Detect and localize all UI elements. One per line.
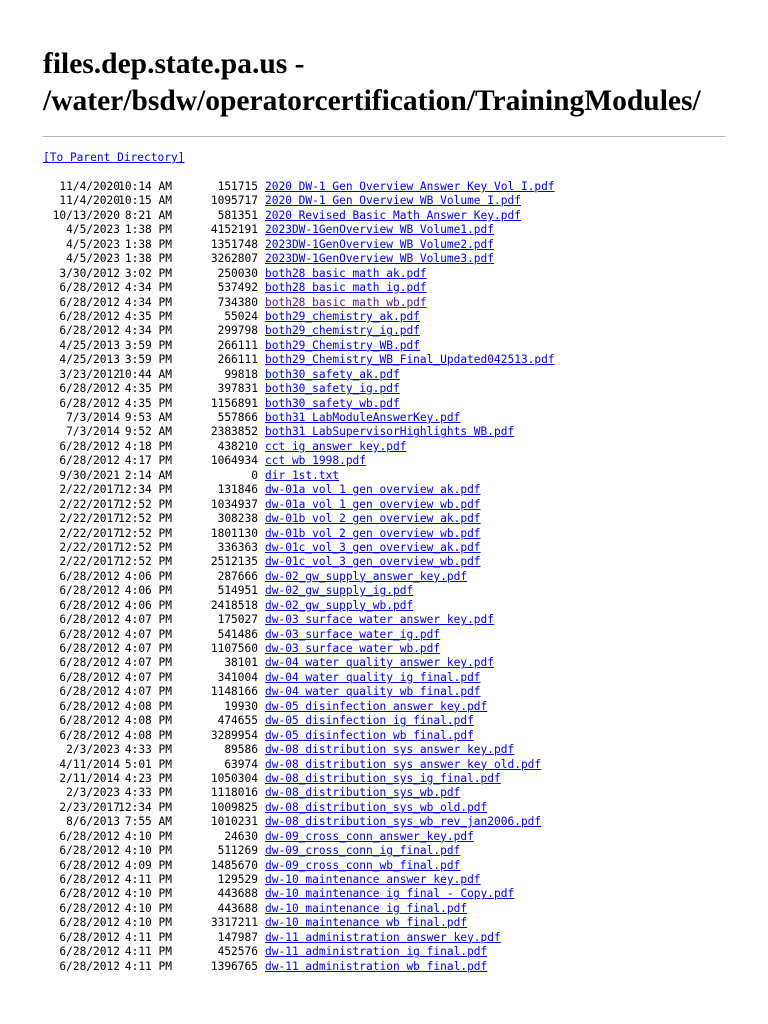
file-link[interactable]: both29_Chemistry_WB.pdf bbox=[265, 338, 420, 352]
file-date: 3/30/2012 bbox=[59, 266, 120, 280]
file-link[interactable]: both28 basic math ak.pdf bbox=[265, 266, 427, 280]
file-date: 6/28/2012 bbox=[59, 627, 120, 641]
file-time: 4:07 PM bbox=[124, 627, 172, 641]
file-time: 1:38 PM bbox=[124, 223, 172, 237]
file-size: 452576 bbox=[217, 945, 258, 959]
file-time: 4:10 PM bbox=[124, 844, 172, 858]
file-row bbox=[0, 642, 768, 656]
file-time: 12:52 PM bbox=[118, 540, 172, 554]
header-divider bbox=[43, 136, 725, 137]
file-link[interactable]: dw-11 administration wb final.pdf bbox=[265, 959, 488, 973]
file-row bbox=[0, 238, 768, 252]
file-date: 6/28/2012 bbox=[59, 959, 120, 973]
file-size: 287666 bbox=[217, 569, 258, 583]
file-time: 4:11 PM bbox=[124, 873, 172, 886]
file-time: 1:38 PM bbox=[124, 252, 172, 266]
file-size: 443688 bbox=[217, 887, 258, 901]
file-link[interactable]: cct wb 1998.pdf bbox=[265, 454, 367, 468]
file-row bbox=[0, 758, 768, 772]
file-link[interactable]: dw-01c_vol_3_gen_overview_wb.pdf bbox=[265, 555, 481, 569]
file-size: 1396765 bbox=[210, 959, 258, 973]
file-time: 4:33 PM bbox=[124, 743, 172, 757]
file-date: 6/28/2012 bbox=[59, 324, 120, 338]
file-date: 6/28/2012 bbox=[59, 858, 120, 872]
file-date: 6/28/2012 bbox=[59, 714, 120, 728]
file-time: 4:07 PM bbox=[124, 642, 172, 655]
file-date: 2/3/2023 bbox=[66, 743, 120, 757]
file-date: 4/5/2023 bbox=[66, 223, 120, 237]
file-link[interactable]: dir 1st.txt bbox=[265, 468, 340, 482]
file-time: 4:33 PM bbox=[124, 786, 172, 800]
file-size: 1050304 bbox=[210, 771, 258, 785]
file-date: 6/28/2012 bbox=[59, 642, 120, 655]
file-row bbox=[0, 743, 768, 757]
file-date: 4/5/2023 bbox=[66, 252, 120, 266]
file-date: 2/22/2017 bbox=[59, 526, 120, 540]
file-link[interactable]: dw-08_distribution_sys_ig_final.pdf bbox=[265, 771, 501, 785]
file-size: 1156891 bbox=[210, 396, 258, 410]
file-row bbox=[0, 931, 768, 945]
file-time: 4:11 PM bbox=[124, 945, 172, 959]
file-size: 2383852 bbox=[210, 425, 258, 439]
file-time: 10:44 AM bbox=[118, 367, 172, 381]
file-date: 6/28/2012 bbox=[59, 844, 120, 858]
file-time: 4:17 PM bbox=[124, 454, 172, 468]
file-row bbox=[0, 815, 768, 829]
file-size: 474655 bbox=[217, 714, 258, 728]
file-row bbox=[0, 281, 768, 295]
file-date: 2/22/2017 bbox=[59, 555, 120, 569]
file-size: 266111 bbox=[217, 353, 258, 367]
file-time: 4:07 PM bbox=[124, 656, 172, 670]
file-link[interactable]: 2023DW-1GenOverview WB Volume3.pdf bbox=[265, 252, 495, 266]
file-link[interactable]: dw-08 distribution sys answer key old.pdf bbox=[265, 757, 542, 771]
file-link[interactable]: cct ig answer key.pdf bbox=[265, 439, 407, 453]
file-link[interactable]: both29_Chemistry_WB_Final_Updated042513.pdf bbox=[265, 353, 555, 367]
file-time: 7:55 AM bbox=[124, 815, 172, 829]
file-link[interactable]: dw-01b vol 2 gen overview wb.pdf bbox=[265, 526, 481, 540]
file-size: 4152191 bbox=[210, 223, 258, 237]
file-size: 1801130 bbox=[210, 526, 258, 540]
file-size: 511269 bbox=[217, 844, 258, 858]
file-link[interactable]: dw-08_distribution_sys_wb_old.pdf bbox=[265, 800, 488, 814]
file-size: 537492 bbox=[217, 281, 258, 295]
file-row bbox=[0, 223, 768, 237]
file-time: 10:14 AM bbox=[118, 180, 172, 193]
file-time: 3:59 PM bbox=[124, 338, 172, 352]
file-date: 4/11/2014 bbox=[59, 757, 120, 771]
file-time: 4:07 PM bbox=[124, 685, 172, 699]
file-time: 4:07 PM bbox=[124, 670, 172, 684]
file-size: 397831 bbox=[217, 382, 258, 396]
file-time: 12:52 PM bbox=[118, 512, 172, 526]
file-row bbox=[0, 945, 768, 959]
file-date: 6/28/2012 bbox=[59, 699, 120, 713]
file-row bbox=[0, 411, 768, 425]
file-time: 4:34 PM bbox=[124, 281, 172, 295]
file-size: 0 bbox=[251, 468, 258, 482]
file-link[interactable]: both31 LabSupervisorHighlights WB.pdf bbox=[265, 425, 515, 439]
file-time: 12:34 PM bbox=[118, 483, 172, 497]
file-row bbox=[0, 353, 768, 367]
file-date: 6/28/2012 bbox=[59, 901, 120, 915]
file-time: 4:18 PM bbox=[124, 439, 172, 453]
file-size: 514951 bbox=[217, 584, 258, 598]
file-link[interactable]: dw-02_gw_supply_answer_key.pdf bbox=[265, 569, 468, 583]
file-row bbox=[0, 570, 768, 584]
file-row bbox=[0, 656, 768, 670]
file-row bbox=[0, 902, 768, 916]
file-link[interactable]: dw-10 maintenance wb final.pdf bbox=[265, 916, 468, 930]
file-time: 4:11 PM bbox=[124, 959, 172, 973]
file-link[interactable]: dw-08_distribution_sys_wb_rev_jan2006.pdf bbox=[265, 815, 542, 829]
file-size: 3262807 bbox=[210, 252, 258, 266]
file-row bbox=[0, 483, 768, 497]
file-time: 1:38 PM bbox=[124, 237, 172, 251]
file-link[interactable]: both30_safety_ig.pdf bbox=[265, 382, 400, 396]
file-size: 38101 bbox=[224, 656, 258, 670]
file-size: 147987 bbox=[217, 930, 258, 944]
file-time: 3:02 PM bbox=[124, 266, 172, 280]
file-link[interactable]: dw-02_gw_supply_wb.pdf bbox=[265, 598, 414, 612]
file-time: 4:08 PM bbox=[124, 728, 172, 742]
file-link[interactable]: dw-09_cross_conn_ig_final.pdf bbox=[265, 844, 461, 858]
file-row bbox=[0, 830, 768, 844]
file-link[interactable]: both29_chemistry_ig.pdf bbox=[265, 324, 420, 338]
file-date: 11/4/2020 bbox=[59, 180, 120, 193]
file-time: 4:10 PM bbox=[124, 887, 172, 901]
file-date: 7/3/2014 bbox=[66, 425, 120, 439]
file-link[interactable]: dw-11 administration ig final.pdf bbox=[265, 945, 488, 959]
file-size: 19930 bbox=[224, 699, 258, 713]
file-link[interactable]: dw-03_surface_water_ig.pdf bbox=[265, 627, 441, 641]
file-time: 4:10 PM bbox=[124, 916, 172, 930]
file-size: 266111 bbox=[217, 338, 258, 352]
file-time: 4:08 PM bbox=[124, 714, 172, 728]
file-time: 3:59 PM bbox=[124, 353, 172, 367]
file-date: 6/28/2012 bbox=[59, 295, 120, 309]
file-row bbox=[0, 454, 768, 468]
file-row bbox=[0, 339, 768, 353]
file-date: 6/28/2012 bbox=[59, 281, 120, 295]
file-time: 2:14 AM bbox=[124, 468, 172, 482]
file-size: 24630 bbox=[224, 829, 258, 843]
file-row bbox=[0, 960, 768, 974]
file-row bbox=[0, 324, 768, 338]
file-size: 1148166 bbox=[210, 685, 258, 699]
file-size: 1485670 bbox=[210, 858, 258, 872]
page-title bbox=[43, 46, 701, 120]
file-size: 308238 bbox=[217, 512, 258, 526]
file-row bbox=[0, 397, 768, 411]
file-date: 11/4/2020 bbox=[59, 194, 120, 208]
file-date: 6/28/2012 bbox=[59, 439, 120, 453]
file-size: 55024 bbox=[224, 309, 258, 323]
file-row bbox=[0, 310, 768, 324]
file-date: 6/28/2012 bbox=[59, 382, 120, 396]
file-link[interactable]: both28 basic math ig.pdf bbox=[265, 281, 427, 295]
file-time: 4:35 PM bbox=[124, 309, 172, 323]
file-link[interactable]: 2023DW-1GenOverview WB Volume1.pdf bbox=[265, 223, 495, 237]
file-size: 1107560 bbox=[210, 642, 258, 655]
file-date: 8/6/2013 bbox=[66, 815, 120, 829]
file-link[interactable]: dw-10 maintenance ig final - Copy.pdf bbox=[265, 887, 515, 901]
file-row bbox=[0, 541, 768, 555]
file-row bbox=[0, 368, 768, 382]
file-time: 8:21 AM bbox=[124, 208, 172, 222]
file-size: 131846 bbox=[217, 483, 258, 497]
parent-directory-link[interactable]: [To Parent Directory] bbox=[43, 151, 185, 164]
file-date: 10/13/2020 bbox=[52, 208, 120, 222]
file-size: 1034937 bbox=[210, 497, 258, 511]
file-date: 9/30/2021 bbox=[59, 468, 120, 482]
file-time: 4:35 PM bbox=[124, 396, 172, 410]
file-size: 250030 bbox=[217, 266, 258, 280]
file-link[interactable]: dw-01c_vol_3_gen_overview_ak.pdf bbox=[265, 540, 481, 554]
file-row bbox=[0, 628, 768, 642]
file-listing bbox=[0, 180, 768, 974]
file-size: 3317211 bbox=[210, 916, 258, 930]
file-time: 9:52 AM bbox=[124, 425, 172, 439]
file-size: 734380 bbox=[217, 295, 258, 309]
file-link[interactable]: dw-02_gw_supply_ig.pdf bbox=[265, 584, 414, 598]
file-link[interactable]: 2020 DW-1 Gen Overview Answer Key Vol I.pdf bbox=[265, 180, 555, 193]
file-date: 7/3/2014 bbox=[66, 411, 120, 424]
file-row bbox=[0, 700, 768, 714]
page-title-path: /water/bsdw/operatorcertification/TrainingModules/ bbox=[43, 85, 701, 117]
file-time: 4:10 PM bbox=[124, 901, 172, 915]
file-date: 6/28/2012 bbox=[59, 670, 120, 684]
file-link[interactable]: dw-04 water quality answer key.pdf bbox=[265, 656, 495, 670]
file-link[interactable]: both30_safety_wb.pdf bbox=[265, 396, 400, 410]
file-row bbox=[0, 613, 768, 627]
file-date: 4/25/2013 bbox=[59, 353, 120, 367]
file-link[interactable]: 2020 DW-1 Gen Overview WB Volume I.pdf bbox=[265, 194, 521, 208]
file-row bbox=[0, 296, 768, 310]
file-size: 2418518 bbox=[210, 598, 258, 612]
file-row bbox=[0, 859, 768, 873]
file-link[interactable]: both31 LabModuleAnswerKey.pdf bbox=[265, 411, 461, 424]
file-row bbox=[0, 801, 768, 815]
file-link[interactable]: dw-01a vol 1 gen overview wb.pdf bbox=[265, 497, 481, 511]
file-size: 89586 bbox=[224, 743, 258, 757]
file-size: 1009825 bbox=[210, 800, 258, 814]
file-time: 4:10 PM bbox=[124, 829, 172, 843]
file-time: 4:09 PM bbox=[124, 858, 172, 872]
file-time: 10:15 AM bbox=[118, 194, 172, 208]
file-row bbox=[0, 469, 768, 483]
file-time: 4:34 PM bbox=[124, 324, 172, 338]
file-size: 129529 bbox=[217, 873, 258, 886]
file-date: 6/28/2012 bbox=[59, 945, 120, 959]
file-link[interactable]: dw-05 disinfection wb final.pdf bbox=[265, 728, 474, 742]
file-time: 4:06 PM bbox=[124, 598, 172, 612]
file-time: 4:08 PM bbox=[124, 699, 172, 713]
file-date: 2/22/2017 bbox=[59, 540, 120, 554]
file-date: 4/25/2013 bbox=[59, 338, 120, 352]
file-row bbox=[0, 425, 768, 439]
file-time: 4:07 PM bbox=[124, 613, 172, 627]
file-row bbox=[0, 584, 768, 598]
file-date: 6/28/2012 bbox=[59, 728, 120, 742]
file-date: 2/3/2023 bbox=[66, 786, 120, 800]
file-size: 541486 bbox=[217, 627, 258, 641]
file-row bbox=[0, 180, 768, 194]
file-date: 6/28/2012 bbox=[59, 309, 120, 323]
file-size: 63974 bbox=[224, 757, 258, 771]
file-row bbox=[0, 194, 768, 208]
file-time: 12:52 PM bbox=[118, 555, 172, 569]
file-time: 4:34 PM bbox=[124, 295, 172, 309]
file-date: 6/28/2012 bbox=[59, 916, 120, 930]
file-row bbox=[0, 916, 768, 930]
file-date: 2/22/2017 bbox=[59, 497, 120, 511]
file-date: 2/11/2014 bbox=[59, 771, 120, 785]
file-link[interactable]: dw-05 disinfection answer key.pdf bbox=[265, 699, 488, 713]
file-link[interactable]: dw-01a vol 1 gen overview ak.pdf bbox=[265, 483, 481, 497]
file-row bbox=[0, 599, 768, 613]
file-row bbox=[0, 786, 768, 800]
page-title-host: files.dep.state.pa.us - bbox=[43, 48, 305, 80]
file-link[interactable]: dw-03 surface water answer key.pdf bbox=[265, 613, 495, 627]
file-row bbox=[0, 729, 768, 743]
file-date: 2/23/2017 bbox=[59, 800, 120, 814]
file-date: 6/28/2012 bbox=[59, 685, 120, 699]
file-time: 4:35 PM bbox=[124, 382, 172, 396]
file-size: 3289954 bbox=[210, 728, 258, 742]
file-date: 6/28/2012 bbox=[59, 887, 120, 901]
file-time: 4:11 PM bbox=[124, 930, 172, 944]
file-size: 336363 bbox=[217, 540, 258, 554]
file-date: 6/28/2012 bbox=[59, 598, 120, 612]
file-link[interactable]: dw-03 surface water wb.pdf bbox=[265, 642, 441, 655]
file-date: 6/28/2012 bbox=[59, 396, 120, 410]
file-time: 12:52 PM bbox=[118, 497, 172, 511]
file-row bbox=[0, 440, 768, 454]
file-size: 557866 bbox=[217, 411, 258, 424]
file-size: 1095717 bbox=[210, 194, 258, 208]
file-link[interactable]: dw-04 water quality wb final.pdf bbox=[265, 685, 481, 699]
file-row bbox=[0, 714, 768, 728]
file-row bbox=[0, 252, 768, 266]
file-date: 3/23/2012 bbox=[59, 367, 120, 381]
file-time: 4:06 PM bbox=[124, 569, 172, 583]
file-date: 6/28/2012 bbox=[59, 930, 120, 944]
file-link[interactable]: 2023DW-1GenOverview WB Volume2.pdf bbox=[265, 237, 495, 251]
file-time: 12:52 PM bbox=[118, 526, 172, 540]
file-link[interactable]: dw-10 maintenance ig final.pdf bbox=[265, 901, 468, 915]
file-size: 175027 bbox=[217, 613, 258, 627]
file-row bbox=[0, 498, 768, 512]
file-size: 299798 bbox=[217, 324, 258, 338]
file-link[interactable]: dw-10 maintenance answer key.pdf bbox=[265, 873, 481, 886]
file-date: 6/28/2012 bbox=[59, 656, 120, 670]
file-row bbox=[0, 844, 768, 858]
file-date: 2/22/2017 bbox=[59, 483, 120, 497]
file-size: 341004 bbox=[217, 670, 258, 684]
file-size: 1064934 bbox=[210, 454, 258, 468]
file-row bbox=[0, 873, 768, 887]
file-link[interactable]: dw-09_cross_conn_wb_final.pdf bbox=[265, 858, 461, 872]
file-date: 6/28/2012 bbox=[59, 584, 120, 598]
file-size: 2512135 bbox=[210, 555, 258, 569]
file-size: 1010231 bbox=[210, 815, 258, 829]
file-link[interactable]: dw-01b vol 2 gen overview ak.pdf bbox=[265, 512, 481, 526]
file-size: 581351 bbox=[217, 208, 258, 222]
file-size: 99818 bbox=[224, 367, 258, 381]
file-date: 6/28/2012 bbox=[59, 454, 120, 468]
file-size: 438210 bbox=[217, 439, 258, 453]
file-link[interactable]: dw-11 administration answer key.pdf bbox=[265, 930, 501, 944]
file-row bbox=[0, 772, 768, 786]
file-size: 1118016 bbox=[210, 786, 258, 800]
file-link[interactable]: both30_safety_ak.pdf bbox=[265, 367, 400, 381]
file-time: 4:06 PM bbox=[124, 584, 172, 598]
file-date: 4/5/2023 bbox=[66, 237, 120, 251]
file-row bbox=[0, 209, 768, 223]
file-date: 2/22/2017 bbox=[59, 512, 120, 526]
file-row bbox=[0, 267, 768, 281]
file-row bbox=[0, 887, 768, 901]
file-link[interactable]: dw-08_distribution_sys_wb.pdf bbox=[265, 786, 461, 800]
file-row bbox=[0, 685, 768, 699]
file-date: 6/28/2012 bbox=[59, 873, 120, 886]
file-row bbox=[0, 527, 768, 541]
file-size: 1351748 bbox=[210, 237, 258, 251]
file-row bbox=[0, 555, 768, 569]
file-time: 9:53 AM bbox=[124, 411, 172, 424]
file-link[interactable]: both28 basic math wb.pdf bbox=[265, 295, 427, 309]
file-time: 5:01 PM bbox=[124, 757, 172, 771]
file-row bbox=[0, 671, 768, 685]
file-row bbox=[0, 382, 768, 396]
file-link[interactable]: dw-08 distribution sys answer key.pdf bbox=[265, 743, 515, 757]
file-time: 12:34 PM bbox=[118, 800, 172, 814]
file-time: 4:23 PM bbox=[124, 771, 172, 785]
file-link[interactable]: dw-05 disinfection ig final.pdf bbox=[265, 714, 474, 728]
file-link[interactable]: dw-09_cross_conn_answer_key.pdf bbox=[265, 829, 474, 843]
file-size: 443688 bbox=[217, 901, 258, 915]
file-link[interactable]: dw-04 water quality ig final.pdf bbox=[265, 670, 481, 684]
file-date: 6/28/2012 bbox=[59, 613, 120, 627]
file-date: 6/28/2012 bbox=[59, 569, 120, 583]
file-size: 151715 bbox=[217, 180, 258, 193]
file-link[interactable]: 2020 Revised Basic Math Answer Key.pdf bbox=[265, 208, 521, 222]
file-row bbox=[0, 512, 768, 526]
file-date: 6/28/2012 bbox=[59, 829, 120, 843]
file-link[interactable]: both29_chemistry_ak.pdf bbox=[265, 309, 420, 323]
